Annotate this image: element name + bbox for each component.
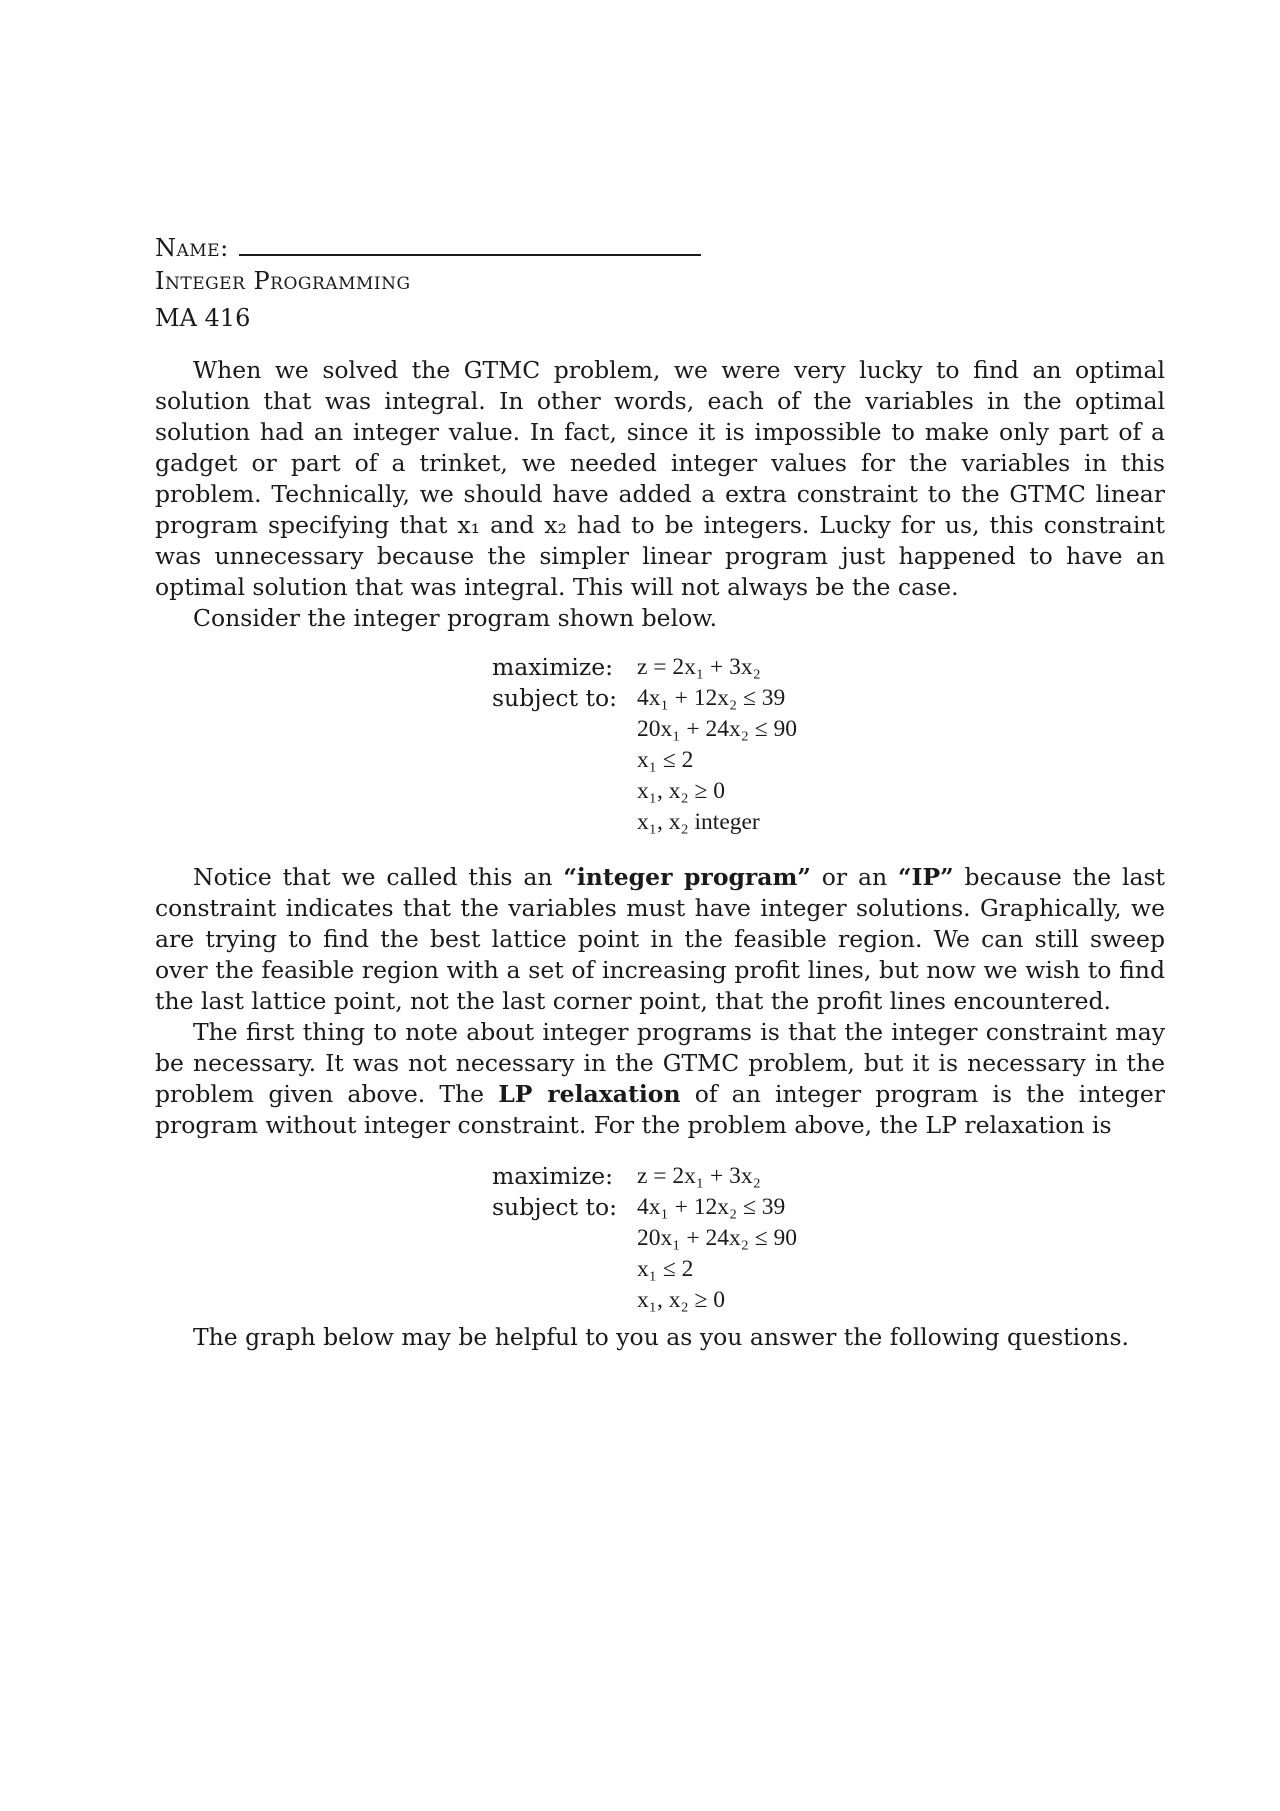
intro-paragraph: When we solved the GTMC problem, we were very lucky to find an optimal solution that was integral. In other words, each of the variables in the optimal solution had an integer value. In fact, since it is impossible to make only part of a gadget or part of a trinket, we needed integer values for the variables in this problem. Technically, we should have added a extra constraint to the GTMC linear program specifying that x₁ and x₂ had to be integers. Lucky for us, this constraint was unnecessary because the simpler linear program just happened to have an optimal solution that was integral. This will not always be the case.	[155, 356, 1165, 601]
ip-maximize-label: maximize:	[492, 653, 614, 681]
lp-constraint: 4x₁ + 12x₂ ≤ 39	[637, 1194, 786, 1220]
lp-constraint: 20x₁ + 24x₂ ≤ 90	[637, 1225, 798, 1251]
ip-constraint: x₁, x₂ ≥ 0	[637, 778, 726, 804]
ip-constraint-row	[492, 776, 1165, 807]
term-ip: “IP”	[898, 863, 954, 891]
ip-constraint-row	[492, 714, 1165, 745]
term-lp-relaxation: LP relaxation	[498, 1080, 681, 1108]
p3-text: because the last constraint indicates that the variables must have integer solutions. Graphically, we are trying to find the best lattice point in the feasible region. We can still sweep over the feasible region with a set of increasing profit lines, but now we wish to find the last lattice point, not the last corner point, that the profit lines encountered.	[155, 863, 1165, 1015]
ip-objective: z = 2x₁ + 3x₂	[637, 654, 761, 680]
lp-objective: z = 2x₁ + 3x₂	[637, 1163, 761, 1189]
ip-definition-paragraph	[155, 862, 1165, 1017]
lp-maximize-label: maximize:	[492, 1162, 614, 1190]
document-page	[155, 232, 1165, 1353]
integer-program	[492, 652, 1165, 838]
ip-objective-row	[492, 652, 1165, 683]
p4-text: of an integer program is the integer program without integer constraint. For the problem above, the LP relaxation is	[155, 1080, 1165, 1139]
lp-constraint-row	[492, 1192, 1165, 1223]
course-code: MA 416	[155, 304, 251, 332]
ip-constraint: 4x₁ + 12x₂ ≤ 39	[637, 685, 786, 711]
lp-constraint-row	[492, 1285, 1165, 1316]
ip-constraint-row	[492, 807, 1165, 838]
ip-constraint: 20x₁ + 24x₂ ≤ 90	[637, 716, 798, 742]
lp-constraint: x₁ ≤ 2	[637, 1256, 694, 1282]
lp-objective-row	[492, 1161, 1165, 1192]
ip-constraint: x₁, x₂ integer	[637, 809, 760, 835]
p3-text: or an	[810, 863, 898, 891]
lp-relaxation-paragraph	[155, 1017, 1165, 1141]
term-integer-program: “integer program”	[563, 863, 811, 891]
p3-text: Notice that we called this an	[193, 863, 564, 891]
ip-constraint-row	[492, 745, 1165, 776]
ip-constraint: x₁ ≤ 2	[637, 747, 694, 773]
name-blank-line	[239, 253, 701, 256]
lp-constraint: x₁, x₂ ≥ 0	[637, 1287, 726, 1313]
name-line	[155, 232, 1165, 265]
closing-paragraph: The graph below may be helpful to you as you answer the following questions.	[193, 1323, 1129, 1351]
consider-paragraph: Consider the integer program shown below.	[193, 604, 718, 632]
ip-subject-label: subject to:	[492, 684, 618, 712]
lp-constraint-row	[492, 1254, 1165, 1285]
lp-subject-label: subject to:	[492, 1193, 618, 1221]
lp-constraint-row	[492, 1223, 1165, 1254]
ip-constraint-row	[492, 683, 1165, 714]
topic-title: Integer Programming	[155, 267, 411, 295]
lp-relaxation-program	[492, 1161, 1165, 1316]
p4-text: The first thing to note about integer programs is that the integer constraint may be necessary. It was not necessary in the GTMC problem, but it is necessary in the problem given above. The	[155, 1018, 1165, 1108]
name-label: Name:	[155, 234, 229, 262]
